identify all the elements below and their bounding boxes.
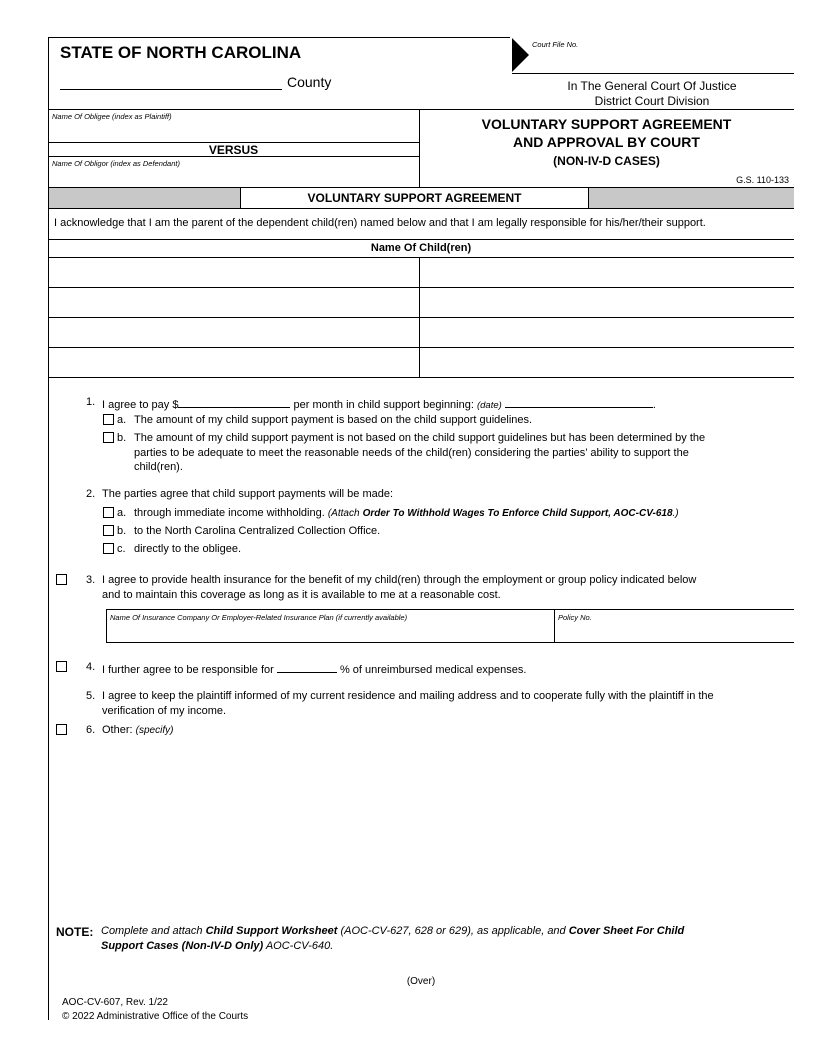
other-specify-area[interactable] xyxy=(102,742,792,912)
item1b-line3: child(ren). xyxy=(134,461,183,473)
item5-number: 5. xyxy=(86,690,96,702)
item5-line1: I agree to keep the plaintiff informed of my current residence and mailing address and to cooperate fully with the plaintiff in the xyxy=(102,690,714,702)
insurance-box-top xyxy=(106,609,794,610)
note-t1: Complete and attach xyxy=(101,925,203,937)
item1b-line1: The amount of my child support payment is not based on the child support guidelines but has been determined by the xyxy=(134,432,706,444)
insurance-box-divider xyxy=(554,609,555,642)
item4-checkbox[interactable] xyxy=(56,661,67,672)
item1-line xyxy=(102,396,656,411)
insurance-box-bottom xyxy=(106,642,794,643)
versus-underline xyxy=(48,156,419,157)
county-line[interactable] xyxy=(60,89,282,90)
court-file-field[interactable] xyxy=(512,73,794,74)
item2c-text: directly to the obligee. xyxy=(134,543,242,555)
children-col-divider xyxy=(419,257,420,377)
child-name-field[interactable] xyxy=(421,258,793,286)
item3-number: 3. xyxy=(86,574,96,586)
left-border xyxy=(48,37,49,1020)
children-row-line xyxy=(48,377,794,378)
item4-line xyxy=(102,661,526,676)
child-name-field[interactable] xyxy=(50,318,417,346)
item1b-line2: parties to be adequate to meet the reasonable needs of the child(ren) considering the parties’ ability to support the xyxy=(134,447,689,459)
child-name-field[interactable] xyxy=(421,288,793,316)
court-line1: In The General Court Of Justice xyxy=(567,79,737,93)
note-b1: Child Support Worksheet xyxy=(205,925,338,937)
percent-field[interactable] xyxy=(277,661,337,673)
insurance-box-left xyxy=(106,609,107,642)
state-title: STATE OF NORTH CAROLINA xyxy=(60,43,302,62)
note-line2 xyxy=(101,940,333,952)
item5-line2: verification of my income. xyxy=(102,705,227,717)
insurance-label: Name Of Insurance Company Or Employer-Related Insurance Plan (if currently available) xyxy=(110,613,408,622)
item2a-text: through immediate income withholding. xyxy=(134,507,325,519)
county-label: County xyxy=(287,74,332,90)
obligee-field[interactable] xyxy=(52,122,416,141)
note-label: NOTE: xyxy=(56,925,94,939)
header-divider xyxy=(48,109,794,110)
item2b-checkbox[interactable] xyxy=(103,525,114,536)
policy-field[interactable] xyxy=(556,623,793,641)
top-border xyxy=(48,37,510,38)
children-heading: Name Of Child(ren) xyxy=(370,242,472,254)
item2a-close: .) xyxy=(672,508,679,519)
band-top xyxy=(48,187,794,188)
court-file-label: Court File No. xyxy=(532,40,579,49)
child-name-field[interactable] xyxy=(50,288,417,316)
note-t3: AOC-CV-640. xyxy=(265,940,334,952)
item6-text: Other: xyxy=(102,724,133,736)
children-top xyxy=(48,239,794,240)
item3-line1: I agree to provide health insurance for the benefit of my child(ren) through the employment or group policy indicated below xyxy=(102,574,697,586)
acknowledge-text: I acknowledge that I am the parent of the dependent child(ren) named below and that I am legally responsible for his/her/their support. xyxy=(54,217,706,229)
item1a-letter: a. xyxy=(117,414,127,426)
obligee-label: Name Of Obligee (index as Plaintiff) xyxy=(52,112,172,121)
item1a-checkbox[interactable] xyxy=(103,414,114,425)
item6-specify: (specify) xyxy=(135,725,174,736)
item3-checkbox[interactable] xyxy=(56,574,67,585)
court-line2: District Court Division xyxy=(594,94,710,108)
note-line1 xyxy=(101,925,684,937)
item2a-form: Order To Withhold Wages To Enforce Child Support, AOC-CV-618 xyxy=(362,508,673,519)
item2b-text: to the North Carolina Centralized Collection Office. xyxy=(134,525,381,537)
item2b-letter: b. xyxy=(117,525,127,537)
child-name-field[interactable] xyxy=(421,318,793,346)
copyright: © 2022 Administrative Office of the Courts xyxy=(62,1011,249,1022)
item2-number: 2. xyxy=(86,488,96,500)
note-t2: (AOC-CV-627, 628 or 629), as applicable, and xyxy=(340,925,566,937)
versus-label: VERSUS xyxy=(208,143,259,157)
item4-number: 4. xyxy=(86,661,96,673)
arrow-marker xyxy=(512,38,529,72)
over-label: (Over) xyxy=(406,976,436,987)
item1b-letter: b. xyxy=(117,432,127,444)
item1-pre: I agree to pay $ xyxy=(102,399,179,411)
child-name-field[interactable] xyxy=(421,348,793,376)
child-name-field[interactable] xyxy=(50,258,417,286)
date-field[interactable] xyxy=(505,396,653,408)
policy-label: Policy No. xyxy=(558,613,592,622)
note-b2a: Cover Sheet For Child xyxy=(568,925,685,937)
item3-line2: and to maintain this coverage as long as it is available to me at a reasonable cost. xyxy=(102,589,501,601)
item2a-letter: a. xyxy=(117,507,127,519)
section-heading: VOLUNTARY SUPPORT AGREEMENT xyxy=(240,188,589,208)
form-title-line1: VOLUNTARY SUPPORT AGREEMENT xyxy=(481,116,732,132)
form-title-line2: AND APPROVAL BY COURT xyxy=(513,134,700,150)
item2a-attach: (Attach xyxy=(327,508,360,519)
note-b2b: Support Cases (Non-IV-D Only) xyxy=(101,940,264,952)
amount-field[interactable] xyxy=(178,396,290,408)
form-number: AOC-CV-607, Rev. 1/22 xyxy=(62,997,168,1008)
date-label: (date) xyxy=(476,400,502,411)
band-bottom xyxy=(48,208,794,209)
obligor-field[interactable] xyxy=(52,168,416,186)
item2c-checkbox[interactable] xyxy=(103,543,114,554)
statute-ref: G.S. 110-133 xyxy=(736,175,789,185)
item1-end: . xyxy=(652,399,656,411)
child-name-field[interactable] xyxy=(50,348,417,376)
item4-post: % of unreimbursed medical expenses. xyxy=(339,664,527,676)
item1-number: 1. xyxy=(86,396,96,408)
item4-pre: I further agree to be responsible for xyxy=(102,664,274,676)
obligor-label: Name Of Obligor (index as Defendant) xyxy=(52,159,180,168)
item2a-line xyxy=(134,507,679,519)
item1a-text: The amount of my child support payment is based on the child support guidelines. xyxy=(134,414,533,426)
form-title-line3: (NON-IV-D CASES) xyxy=(553,154,660,168)
item6-number: 6. xyxy=(86,724,96,736)
insurance-field[interactable] xyxy=(108,623,552,641)
item6-line xyxy=(102,724,173,736)
item2a-checkbox[interactable] xyxy=(103,507,114,518)
item1b-checkbox[interactable] xyxy=(103,432,114,443)
item2c-letter: c. xyxy=(117,543,126,555)
item6-checkbox[interactable] xyxy=(56,724,67,735)
item1-mid: per month in child support beginning: xyxy=(293,399,474,411)
item2-text: The parties agree that child support payments will be made: xyxy=(102,488,394,500)
